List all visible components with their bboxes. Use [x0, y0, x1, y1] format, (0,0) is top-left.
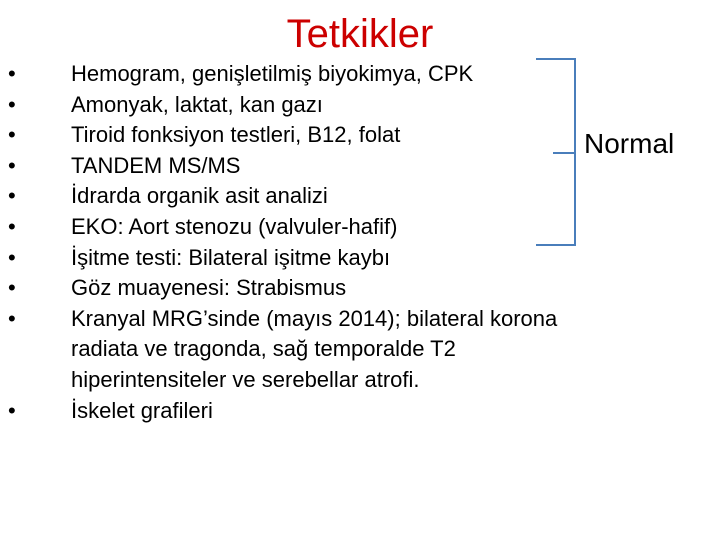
list-item — [8, 243, 708, 274]
bullet-icon: • — [8, 61, 16, 86]
list-item — [8, 59, 708, 90]
bullet-icon: • — [8, 213, 16, 239]
bullet-icon: • — [8, 305, 16, 331]
bullet-list — [8, 59, 708, 426]
list-item — [8, 304, 708, 396]
bullet-icon: • — [8, 275, 16, 301]
list-item-text: TANDEM MS/MS — [71, 152, 241, 178]
list-item-text: Göz muayenesi: Strabismus — [71, 275, 347, 301]
list-item — [8, 273, 708, 304]
normal-label: Normal — [584, 128, 675, 159]
list-item — [8, 212, 708, 243]
slide-title: Tetkikler — [286, 12, 434, 56]
list-item — [8, 396, 708, 427]
list-item-text: Tiroid fonksiyon testleri, B12, folat — [71, 122, 401, 148]
bullet-icon: • — [8, 122, 16, 148]
bracket-pointer — [553, 152, 575, 154]
list-item-text-line: Kranyal MRG’sinde (mayıs 2014); bilateral korona — [71, 305, 558, 331]
list-item-text-line: radiata ve tragonda, sağ temporalde T2 — [71, 336, 456, 362]
list-item — [8, 90, 708, 121]
bullet-icon: • — [8, 152, 16, 178]
bullet-icon: • — [8, 244, 16, 270]
bullet-icon: • — [8, 91, 16, 117]
list-item-text: İşitme testi: Bilateral işitme kaybı — [71, 244, 391, 270]
list-item-text: Hemogram, genişletilmiş biyokimya, CPK — [71, 61, 474, 86]
list-item-text: İdrarda organik asit analizi — [71, 183, 328, 209]
list-item-text: EKO: Aort stenozu (valvuler-hafif) — [71, 213, 398, 239]
list-item — [8, 181, 708, 212]
list-item-text: İskelet grafileri — [71, 397, 213, 423]
bullet-icon: • — [8, 183, 16, 209]
list-item-text-line: hiperintensiteler ve serebellar atrofi. — [71, 366, 420, 392]
bullet-icon: • — [8, 397, 16, 423]
list-item-text: Amonyak, laktat, kan gazı — [71, 91, 323, 117]
